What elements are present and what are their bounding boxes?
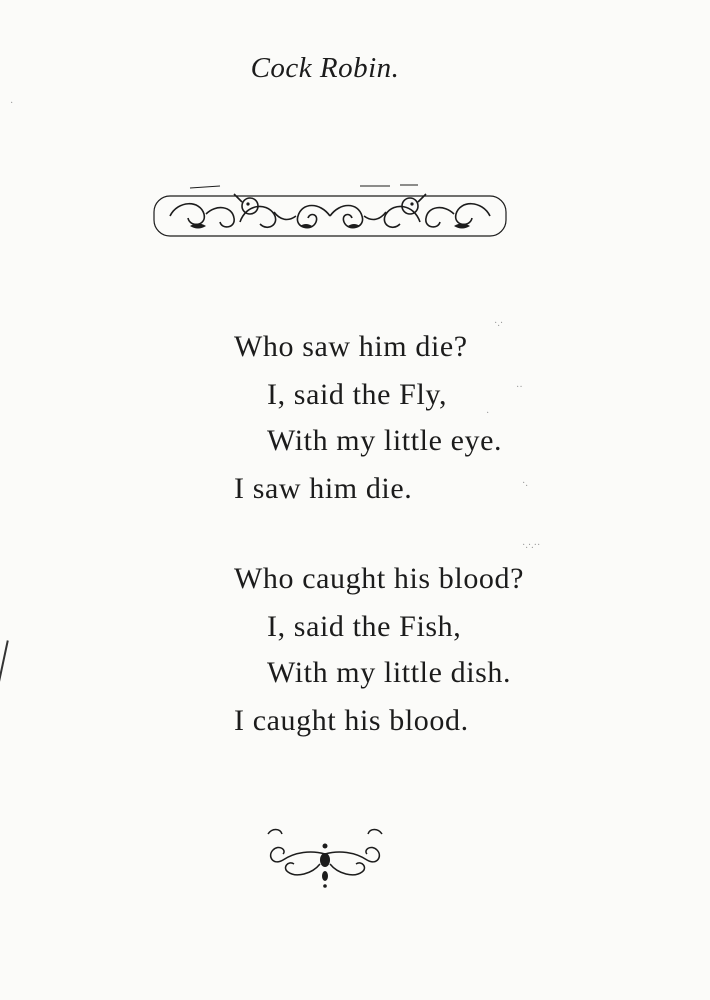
verse-line: I saw him die. (234, 472, 413, 505)
foliate-headpiece-ornament (150, 182, 510, 244)
paper-speck: ·.· (494, 318, 504, 329)
paper-speck: · (10, 98, 14, 109)
verse-line: I caught his blood. (234, 704, 469, 737)
margin-mark (0, 640, 9, 685)
paper-speck: ·.·.·· (522, 540, 541, 551)
verse-line: With my little dish. (267, 656, 512, 689)
paper-speck: · (486, 408, 490, 419)
verse-line: With my little eye. (267, 424, 503, 457)
verse-line: Who caught his blood? (234, 562, 525, 595)
paper-speck: ·· (516, 382, 523, 393)
paper-speck: ·. (522, 478, 528, 489)
scroll-tailpiece-ornament (260, 824, 390, 894)
running-title: Cock Robin. (250, 52, 400, 84)
verse-line: I, said the Fly, (267, 378, 448, 411)
verse-line: I, said the Fish, (267, 610, 462, 643)
verse-line: Who saw him die? (234, 330, 468, 363)
